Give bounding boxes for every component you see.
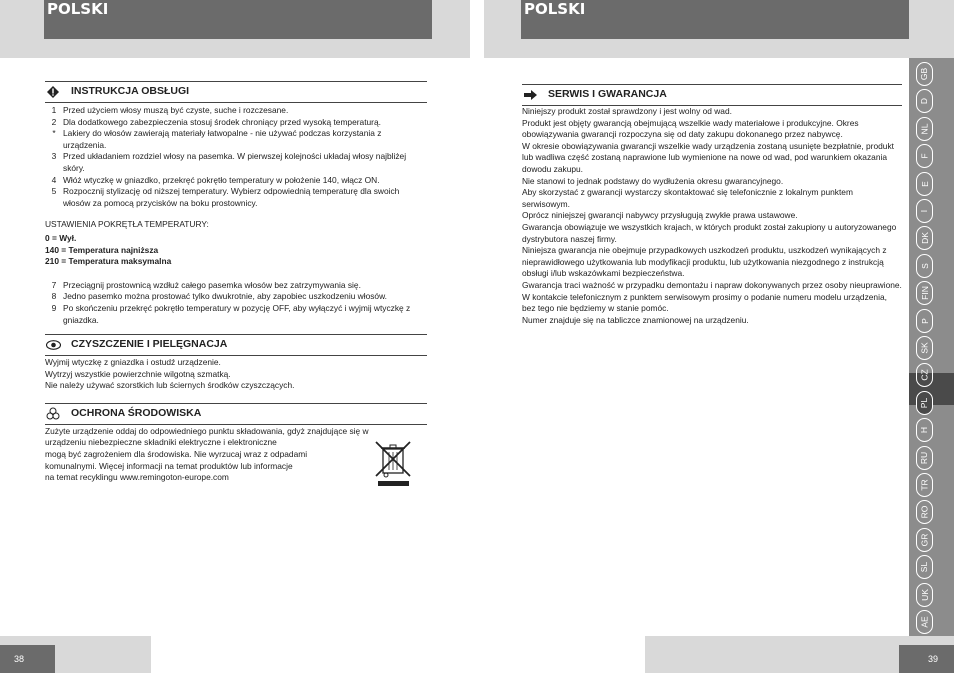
language-code: UK [919,588,930,601]
language-code: H [919,427,930,434]
language-tab-tr[interactable] [916,473,933,497]
instruction-item [45,117,427,129]
instruction-item [45,303,427,326]
item-text: Przed układaniem rozdziel włosy na pasemka. W pierwszej kolejności układaj włosy najbliżej skóry. [63,151,407,173]
environment-line: na temat recyklingu www.remingoton-europe.com [45,472,229,483]
temperature-settings-heading: USTAWIENIA POKRĘTŁA TEMPERATURY: [45,219,209,230]
instructions-list-continued [45,280,427,326]
item-text: Jedno pasemko można prostować tylko dwukrotnie, aby zapobiec uszkodzeniu włosów. [63,291,388,302]
item-text: Przeciągnij prostownicą wzdłuż całego pasemka włosów bez zatrzymywania się. [63,279,361,290]
service-paragraph: Aby skorzystać z gwarancji wystarczy skontaktować się telefonicznie z lokalnym punktem serwisowym. [522,187,853,209]
language-tab-gb[interactable] [916,62,933,86]
temperature-settings-list [45,233,427,268]
item-number: 4 [51,174,57,185]
item-number: * [52,128,56,139]
service-paragraph: Numer znajduje się na tabliczce znamionowej na urządzeniu. [522,314,749,325]
item-number: 2 [51,116,57,127]
item-text: Przed użyciem włosy muszą być czyste, suche i rozczesane. [63,105,289,115]
language-tab-uk[interactable] [916,583,933,607]
language-tab-sk[interactable] [916,336,933,360]
environment-line: mogą być zagrożeniem dla środowiska. Nie wyrzucaj wraz z odpadami [45,449,308,460]
service-paragraph: Gwarancja traci ważność w przypadku demontażu i napraw dokonywanych przez osoby nieuprawione. [522,279,902,290]
service-paragraph: W okresie obowiązywania gwarancji wszelkie wady urządzenia zostaną usunięte bezpłatnie, produkt lub wadliwa część zostaną naprawione lub wymienione na nowe od wad, pod warunkiem okazania dowodu zakupu. [522,140,894,174]
instruction-item [45,175,427,187]
temperature-line: 0 = Wył. [45,232,77,243]
cleaning-title: CZYSZCZENIE I PIELĘGNACJA [71,338,228,351]
item-number: 7 [51,279,57,290]
service-paragraph: Oprócz niniejszej gwarancji nabywcy przysługują zwykłe prawa ustawowe. [522,210,798,221]
language-code: SK [919,342,930,354]
service-paragraph: Produkt jest objęty gwarancją obejmującą wszelkie wady materiałowe i produkcyjne. Okres obowiązywania gwarancji rozpoczyna się od daty zakupu dokonanego przez nabywcę. [522,117,859,140]
language-code: TR [919,479,930,491]
service-heading [522,84,902,106]
cleaning-text [45,357,427,392]
language-tab-fin[interactable] [916,281,933,305]
item-number: 5 [51,186,57,197]
language-code: AE [919,616,930,628]
language-sidebar [909,58,954,636]
service-paragraph: Niniejszy produkt został sprawdzony i jest wolny od wad. [522,106,732,116]
environment-heading [45,403,427,425]
service-paragraph: Niniejsza gwarancja nie obejmuje przypadkowych uszkodzeń produktu, uszkodzeń wynikających z nieprawidłowego użytkowania lub modyfikacji produktu, lub użytkowania niezgodnego z instrukcją obsługi i/lub wskazówkami bezpieczeństwa. [522,245,887,279]
cleaning-line: Wyjmij wtyczkę z gniazdka i ostudź urządzenie. [45,357,221,368]
cleaning-heading [45,334,427,356]
language-tab-h[interactable] [916,418,933,442]
language-code: GR [919,533,930,547]
language-code: I [919,209,930,213]
language-code: P [919,317,930,324]
language-tab-i[interactable] [916,199,933,223]
language-tab-s[interactable] [916,254,933,278]
language-tab-d[interactable] [916,89,933,113]
item-number: 1 [51,105,57,115]
item-text: Włóż wtyczkę w gniazdko, przekręć pokrętło temperatury w położenie 140, włącz ON. [63,174,380,185]
language-tab-gr[interactable] [916,528,933,552]
instruction-item [45,105,427,117]
environment-title: OCHRONA ŚRODOWISKA [71,407,202,420]
item-number: 9 [51,302,57,313]
item-number: 8 [51,291,57,302]
language-code: CZ [919,369,930,382]
language-code: GB [919,67,930,81]
cleaning-line: Wytrzyj wszystkie powierzchnie wilgotną szmatką. [45,368,231,379]
language-tab-ro[interactable] [916,500,933,524]
language-code: RO [919,506,930,519]
crossed-bin-icon [374,440,412,488]
item-text: Rozpocznij stylizację od niższej temperatury. Wybierz odpowiednią temperaturę dla swoich włosów za pomocą przycisków na boku prostownicy. [63,186,400,208]
language-tab-ru[interactable] [916,446,933,470]
warning-icon [45,85,61,99]
environment-line: komunalnymi. Więcej informacji na temat produktów lub informacje [45,460,293,471]
language-tab-cz[interactable] [916,363,933,387]
instruction-item [45,280,427,292]
language-tab-dk[interactable] [916,226,933,250]
language-tab-e[interactable] [916,172,933,196]
temperature-line: 210 = Temperatura maksymalna [45,256,172,267]
environment-line: urządzeniu niebezpieczne składniki elektryczne i elektroniczne [45,437,277,448]
instruction-item [45,128,427,151]
language-code: D [919,98,930,105]
left-page-number: 38 [0,645,55,673]
arrow-right-icon [522,88,538,102]
right-column [522,84,902,326]
instructions-list [45,105,427,209]
item-text: Dla dodatkowego zabezpieczenia stosuj środek chroniący przed wysoką temperaturą. [63,116,381,127]
service-title: SERWIS I GWARANCJA [548,88,667,101]
cleaning-line: Nie należy używać szorstkich lub ściernych środków czyszczących. [45,380,295,391]
language-code: SL [919,561,930,573]
instruction-item [45,151,427,174]
language-code: RU [919,451,930,464]
instruction-item [45,186,427,209]
language-code: S [919,262,930,269]
service-text [522,106,902,326]
language-tab-ae[interactable] [916,610,933,634]
temperature-line: 140 = Temperatura najniższa [45,244,159,255]
recycle-icon [45,407,61,421]
right-page-number: 39 [899,645,954,673]
service-paragraph: W kontakcie telefonicznym z punktem serwisowym prosimy o podanie numeru modelu urządzenia, bez tego nie będziemy w stanie pomóc. [522,291,887,314]
instructions-title: INSTRUKCJA OBSŁUGI [71,85,190,98]
language-tab-sl[interactable] [916,555,933,579]
language-code: FIN [919,286,930,301]
item-text: Po skończeniu przekręć pokrętło temperatury w pozycję OFF, aby wyłączyć i wyjmij wtyczkę z gniazdka. [63,302,411,325]
item-number: 3 [51,151,57,162]
language-code: E [919,180,930,187]
language-code: DK [919,232,930,245]
language-code: PL [919,397,930,408]
eye-icon [45,338,61,352]
service-paragraph: Nie stanowi to jednak podstawy do wydłużenia okresu gwarancyjnego. [522,175,784,186]
instruction-item [45,291,427,303]
language-tab-nl[interactable] [916,117,933,141]
instructions-heading [45,81,427,103]
language-tab-p[interactable] [916,309,933,333]
environment-line: Zużyte urządzenie oddaj do odpowiedniego punktu składowania, gdyż znajdujące się w [45,425,369,436]
item-text: Lakiery do włosów zawierają materiały łatwopalne - nie używać podczas korzystania z urządzenia. [63,128,382,150]
language-code: NL [919,123,930,135]
language-tab-pl[interactable] [916,391,933,415]
service-paragraph: Gwarancja obowiązuje we wszystkich krajach, w których produkt został zakupiony u autoryzowanego dystrybutora naszej firmy. [522,221,897,244]
left-page-header: POLSKI [44,0,432,39]
environment-text [45,426,427,484]
left-column [45,81,427,484]
right-page-header: POLSKI [521,0,909,39]
language-tab-f[interactable] [916,144,933,168]
language-code: F [919,153,930,159]
